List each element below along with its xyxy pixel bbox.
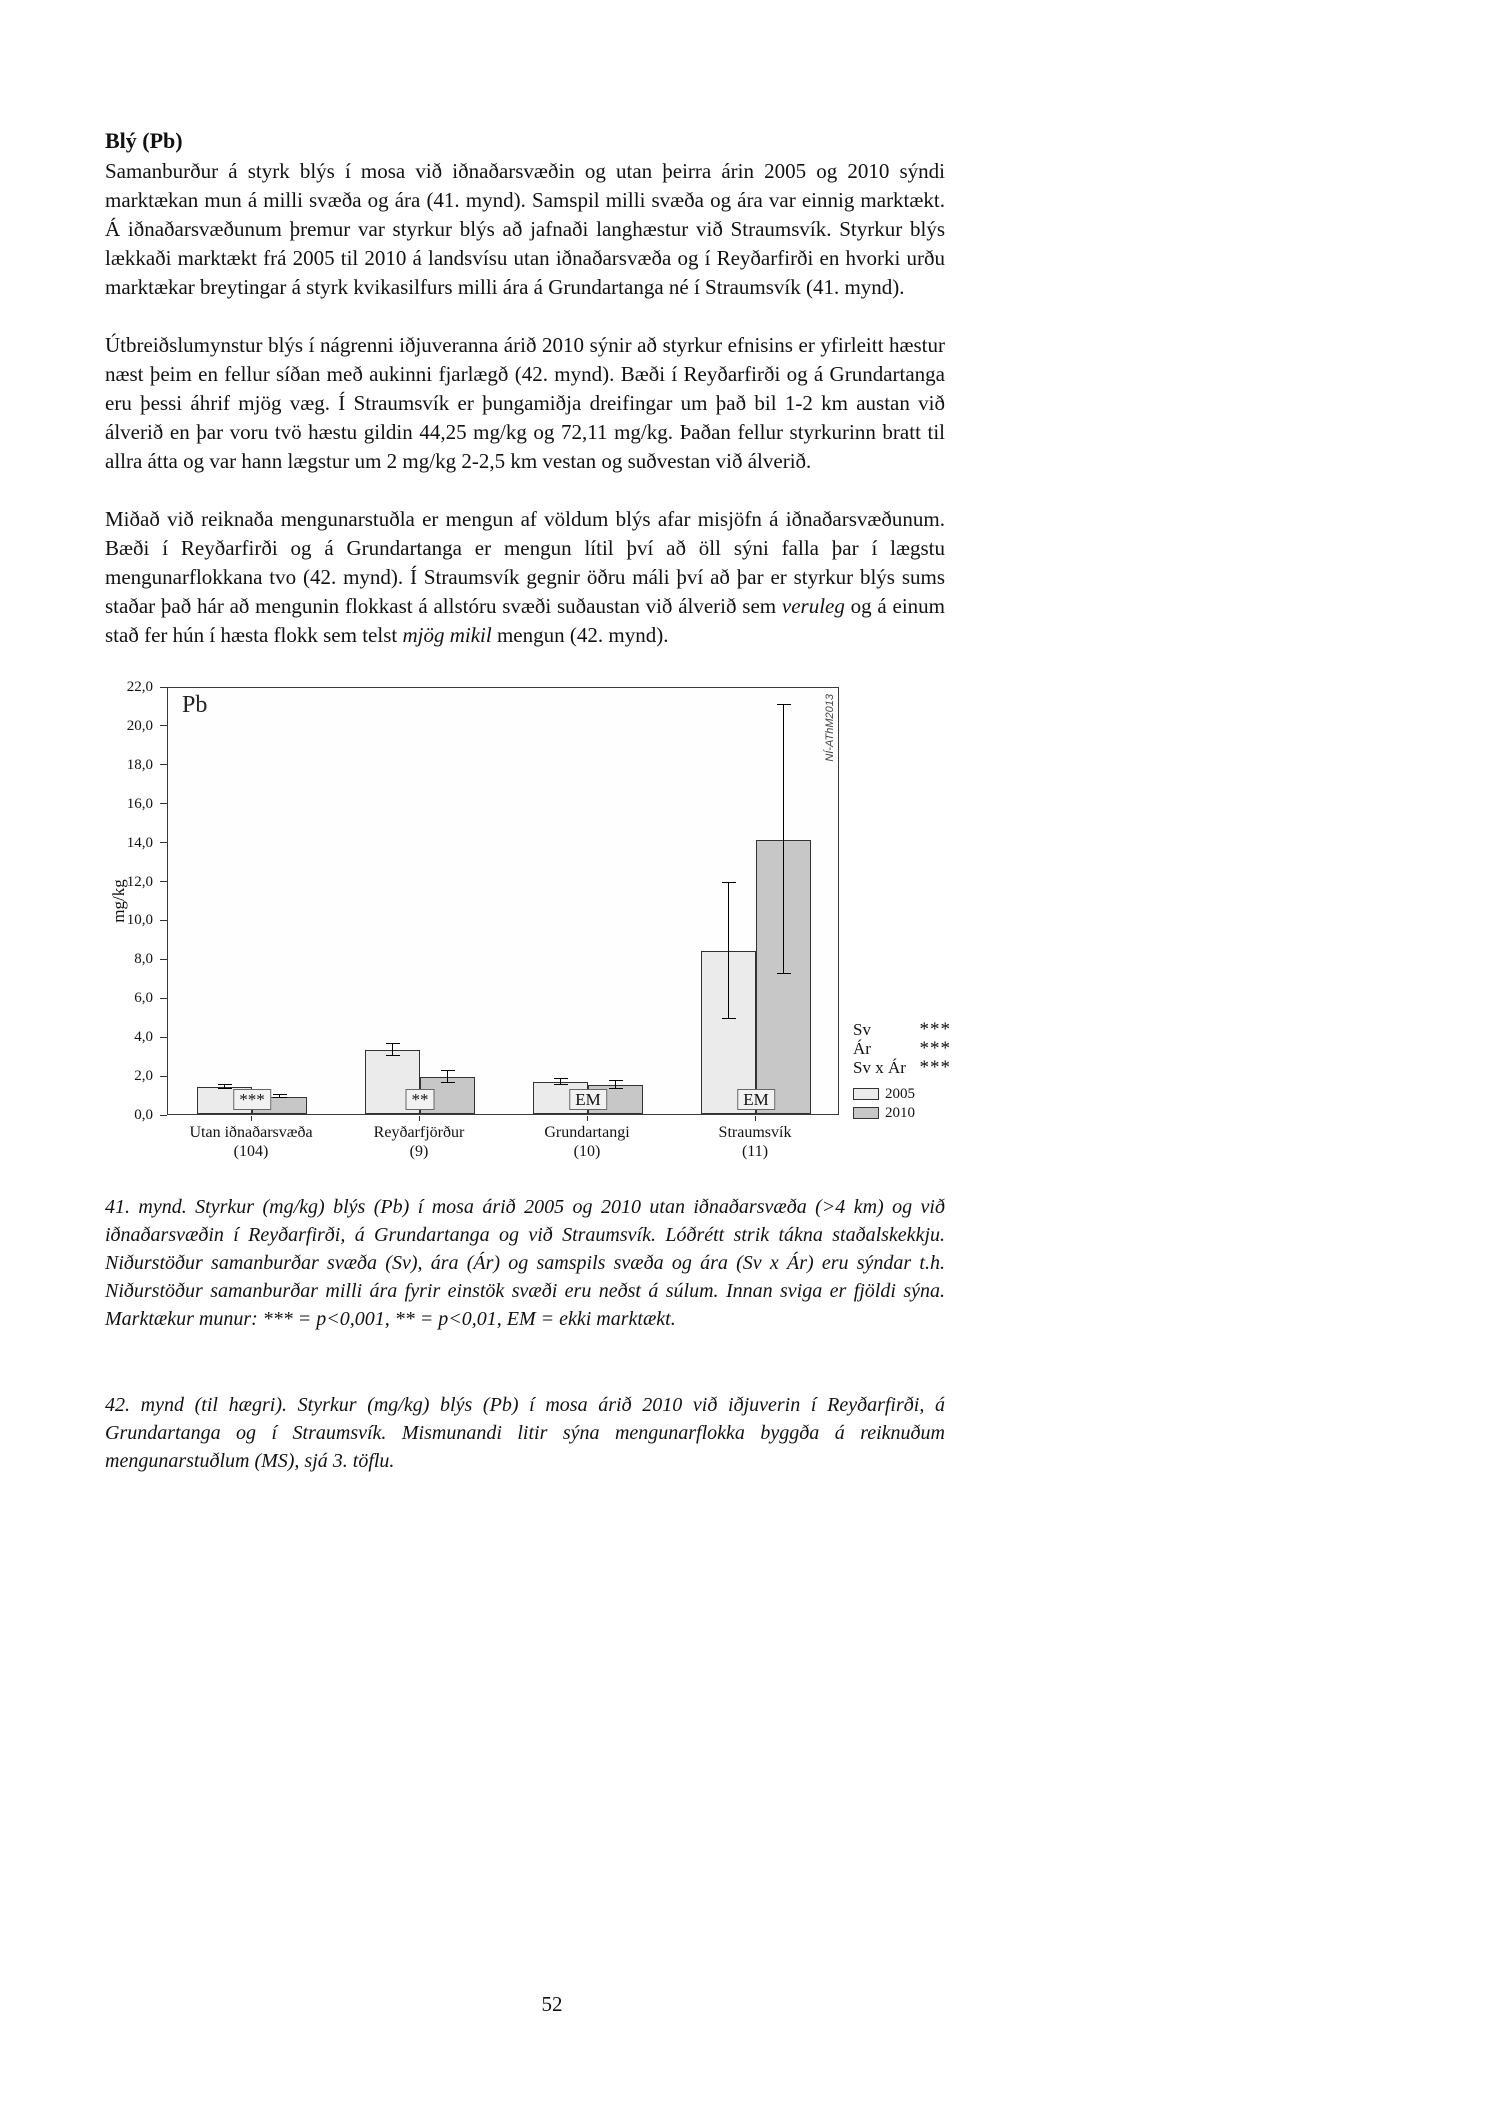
anova-stat-row bbox=[853, 1039, 951, 1058]
figure-42-caption: 42. mynd (til hægri). Styrkur (mg/kg) blýs (Pb) í mosa árið 2010 við iðjuverin í Reyðarfirði, á Grundartanga og í Straumsvík. Mismunandi litir sýna mengunarflokka byggða á reiknuðum mengunarstuðlum (MS), sjá 3. töflu. bbox=[105, 1394, 945, 1472]
x-tick-mark bbox=[419, 1116, 420, 1121]
x-axis-category-label bbox=[189, 1123, 312, 1161]
error-bar-cap bbox=[722, 1018, 736, 1019]
x-axis-category-label bbox=[374, 1123, 465, 1161]
category-count: (104) bbox=[233, 1143, 269, 1160]
y-tick-label: 4,0 bbox=[134, 1029, 153, 1046]
stat-significance: *** bbox=[919, 1038, 951, 1059]
paragraph-3-text-3: mengun (42. mynd). bbox=[491, 623, 669, 647]
error-bar-cap bbox=[609, 1088, 623, 1089]
spacer bbox=[105, 1333, 945, 1391]
y-tick-mark bbox=[160, 764, 167, 765]
x-axis-category-label bbox=[544, 1123, 629, 1161]
stat-label: Sv bbox=[853, 1020, 871, 1039]
stat-label: Sv x Ár bbox=[853, 1058, 906, 1077]
y-tick-mark bbox=[160, 881, 167, 882]
stat-significance: *** bbox=[919, 1057, 951, 1078]
error-bar bbox=[783, 705, 784, 973]
y-tick-label: 2,0 bbox=[134, 1068, 153, 1085]
legend-swatch bbox=[853, 1107, 879, 1119]
paragraph-3-emphasis-2: mjög mikil bbox=[402, 623, 492, 647]
y-tick-label: 6,0 bbox=[134, 990, 153, 1007]
legend-entry bbox=[853, 1105, 951, 1121]
category-name: Grundartangi bbox=[544, 1124, 630, 1141]
error-bar-cap bbox=[386, 1055, 400, 1056]
error-bar-cap bbox=[218, 1088, 232, 1089]
figure-41-caption: 41. mynd. Styrkur (mg/kg) blýs (Pb) í mosa árið 2005 og 2010 utan iðnaðarsvæða (>4 km) og við iðnaðarsvæðin í Reyðarfirði, á Grundartanga og við Straumsvík. Lóðrétt strik tákna staðalskekkju. Niðurstöður samanburðar svæða (Sv), ára (Ár) og samspils svæða og ára (Sv x Ár) eru sýndar t.h. Niðurstöður samanburðar milli ára fyrir einstök svæði eru neðst á súlum. Innan sviga er fjöldi sýna. Marktækur munur: *** = p<0,001, ** = p<0,01, EM = ekki marktækt. bbox=[105, 1196, 945, 1330]
y-tick-mark bbox=[160, 959, 167, 960]
y-tick-label: 10,0 bbox=[126, 912, 153, 929]
category-count: (11) bbox=[741, 1143, 769, 1160]
category-name: Reyðarfjörður bbox=[373, 1124, 465, 1141]
stat-label: Ár bbox=[853, 1039, 871, 1058]
chart-title: Pb bbox=[182, 692, 208, 718]
error-bar-cap bbox=[386, 1043, 400, 1044]
category-count: (9) bbox=[409, 1143, 429, 1160]
page-content bbox=[105, 128, 951, 1475]
plot-area bbox=[167, 687, 839, 1115]
chart-legend bbox=[853, 1020, 951, 1121]
page-number: 52 bbox=[541, 1992, 563, 2016]
legend-series-name: 2005 bbox=[885, 1086, 915, 1102]
y-tick-label: 0,0 bbox=[134, 1107, 153, 1123]
y-tick-mark bbox=[160, 998, 167, 999]
paragraph-3 bbox=[105, 505, 945, 650]
error-bar-cap bbox=[777, 973, 791, 974]
paragraph-3-emphasis-1: veruleg bbox=[781, 594, 845, 618]
error-bar-cap bbox=[722, 882, 736, 883]
error-bar-cap bbox=[554, 1078, 568, 1079]
y-tick-label: 12,0 bbox=[126, 873, 153, 890]
y-tick-mark bbox=[160, 803, 167, 804]
error-bar-cap bbox=[609, 1080, 623, 1081]
paragraph-3-text-1: Miðað við reiknaða mengunarstuðla er mengun af völdum blýs afar misjöfn á iðnaðarsvæðunum. Bæði í Reyðarfirði og á Grundartanga er mengun lítil því að öll sýni falla þar í lægstu mengunarflokkana tvo (42. mynd). Í Straumsvík gegnir öðru máli því að þar er styrkur blýs sums staðar það hár að mengunin flokkast á allstóru svæði suðaustan við álverið sem bbox=[105, 507, 945, 618]
y-tick-label: 14,0 bbox=[126, 834, 153, 851]
x-axis-category-label bbox=[719, 1123, 792, 1161]
paragraph-2: Útbreiðslumynstur blýs í nágrenni iðjuveranna árið 2010 sýnir að styrkur efnisins er yfirleitt hæstur næst þeim en fellur síðan með aukinni fjarlægð (42. mynd). Bæði í Reyðarfirði og á Grundartanga eru þessi áhrif mjög væg. Í Straumsvík er þungamiðja dreifingar um það bil 1-2 km austan við álverið en þar voru tvö hæstu gildin 44,25 mg/kg og 72,11 mg/kg. Þaðan fellur styrkurinn bratt til allra átta og var hann lægstur um 2 mg/kg 2-2,5 km vestan og suðvestan við álverið. bbox=[105, 333, 945, 473]
significance-label: *** bbox=[233, 1089, 271, 1110]
y-tick-mark bbox=[160, 687, 167, 688]
y-tick-mark bbox=[160, 725, 167, 726]
significance-label: EM bbox=[569, 1089, 607, 1110]
y-tick-label: 18,0 bbox=[126, 756, 153, 773]
anova-stat-row bbox=[853, 1058, 951, 1077]
y-tick-mark bbox=[160, 1076, 167, 1077]
figure-41-bar-chart bbox=[105, 679, 955, 1179]
significance-label: ** bbox=[406, 1089, 435, 1110]
y-axis-label: mg/kg bbox=[109, 879, 128, 923]
category-count: (10) bbox=[573, 1143, 601, 1160]
y-tick-label: 22,0 bbox=[126, 679, 153, 695]
category-name: Utan iðnaðarsvæða bbox=[189, 1124, 313, 1141]
chart-watermark: NÍ-AThM2013 bbox=[824, 694, 836, 762]
paragraph-1: Samanburður á styrk blýs í mosa við iðnaðarsvæðin og utan þeirra árin 2005 og 2010 sýndi marktækan mun á milli svæða og ára (41. mynd). Samspil milli svæða og ára var einnig marktækt. Á iðnaðarsvæðunum þremur var styrkur blýs að jafnaði langhæstur við Straumsvík. Styrkur blýs lækkaði marktækt frá 2005 til 2010 á landsvísu utan iðnaðarsvæða og í Reyðarfirði en hvorki urðu marktækar breytingar á styrk kvikasilfurs milli ára á Grundartanga né í Straumsvík (41. mynd). bbox=[105, 159, 945, 299]
category-name: Straumsvík bbox=[718, 1124, 792, 1141]
y-tick-label: 16,0 bbox=[126, 795, 153, 812]
error-bar-cap bbox=[554, 1084, 568, 1085]
y-tick-mark bbox=[160, 1115, 167, 1116]
x-tick-mark bbox=[251, 1116, 252, 1121]
error-bar-cap bbox=[218, 1084, 232, 1085]
section-title: Blý (Pb) bbox=[105, 128, 183, 153]
error-bar-cap bbox=[441, 1070, 455, 1071]
paragraph-3-text-2: og á einum stað fer hún í hæsta flokk sem telst bbox=[105, 594, 945, 647]
error-bar-cap bbox=[777, 704, 791, 705]
x-tick-mark bbox=[587, 1116, 588, 1121]
legend-series-name: 2010 bbox=[885, 1105, 915, 1121]
error-bar bbox=[728, 883, 729, 1019]
legend-entry bbox=[853, 1086, 951, 1102]
error-bar-cap bbox=[273, 1097, 287, 1098]
y-tick-mark bbox=[160, 1037, 167, 1038]
y-tick-label: 20,0 bbox=[126, 717, 153, 734]
x-tick-mark bbox=[755, 1116, 756, 1121]
y-tick-label: 8,0 bbox=[134, 951, 153, 968]
anova-stat-row bbox=[853, 1020, 951, 1039]
error-bar-cap bbox=[273, 1094, 287, 1095]
y-tick-mark bbox=[160, 842, 167, 843]
legend-swatch bbox=[853, 1088, 879, 1100]
significance-label: EM bbox=[737, 1089, 775, 1110]
error-bar-cap bbox=[441, 1082, 455, 1083]
stat-significance: *** bbox=[919, 1019, 951, 1040]
y-tick-mark bbox=[160, 920, 167, 921]
